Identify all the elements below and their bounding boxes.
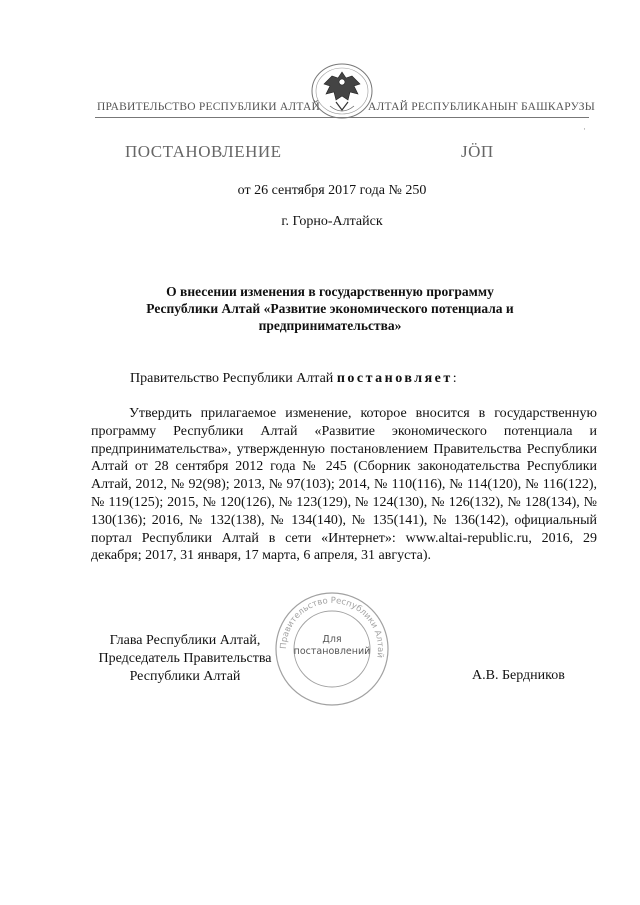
document-title [120, 283, 540, 334]
signatory-role-line-1: Глава Республики Алтай, [109, 633, 261, 648]
signatory-role-line-2: Председатель Правительства [98, 651, 272, 666]
header-government-name-alt: АЛТАЙ РЕСПУБЛИКАНЫҤ БАШКАРУЗЫ [368, 101, 595, 113]
signatory-role-line-3: Республики Алтай [129, 669, 241, 684]
signatory-position [90, 632, 280, 686]
intro-emphasis: постановляет [336, 371, 453, 386]
title-line-2: Республики Алтай «Развитие экономического потенциала и [146, 301, 514, 316]
doc-type-alt: ЈӦП [461, 142, 494, 161]
stamp-inner-line-1: Для [322, 634, 342, 645]
stamp-inner-line-2: постановлений [293, 646, 371, 657]
header-government-name-ru: ПРАВИТЕЛЬСТВО РЕСПУБЛИКИ АЛТАЙ [97, 101, 321, 113]
document-city: г. Горно-Алтайск [281, 214, 383, 229]
stamp-ring-text: Правительство Республики Алтай [278, 595, 386, 659]
doc-type-ru: ПОСТАНОВЛЕНИЕ [125, 142, 282, 161]
intro-suffix: : [452, 371, 457, 386]
signatory-name: А.В. Бердников [472, 668, 565, 683]
document-date-number: от 26 сентября 2017 года № 250 [237, 183, 427, 198]
intro-line [130, 371, 457, 387]
stamp-inner-text [273, 634, 391, 658]
intro-prefix: Правительство Республики Алтай [130, 371, 337, 386]
corner-mark: · [583, 124, 586, 134]
body-paragraph: Утвердить прилагаемое изменение, которое вносится в государственную программу Республики Алтай «Развитие экономического потенциала и предпринимательства», утвержденную постановлением Правительства Республики Алтай от 28 сентября 2012 года № 245 (Сборник законодательства Республики Алтай, 2012, № 92(98); 2013, № 97(103); 2014, № 110(116), № 114(120), № 116(122), № 119(125); 2015, № 120(126), № 123(129), № 124(130), № 126(132), № 128(134), № 130(136); 2016, № 132(138), № 134(140), № 135(141), № 136(142), официальный портал Республики Алтай в сети «Интернет»: www.altai-republic.ru, 2016, 29 декабря; 2017, 31 января, 17 марта, 6 апреля, 31 августа). [91, 406, 597, 564]
header-divider [95, 117, 589, 118]
title-line-1: О внесении изменения в государственную программу [166, 284, 494, 299]
title-line-3: предпринимательства» [258, 318, 402, 333]
